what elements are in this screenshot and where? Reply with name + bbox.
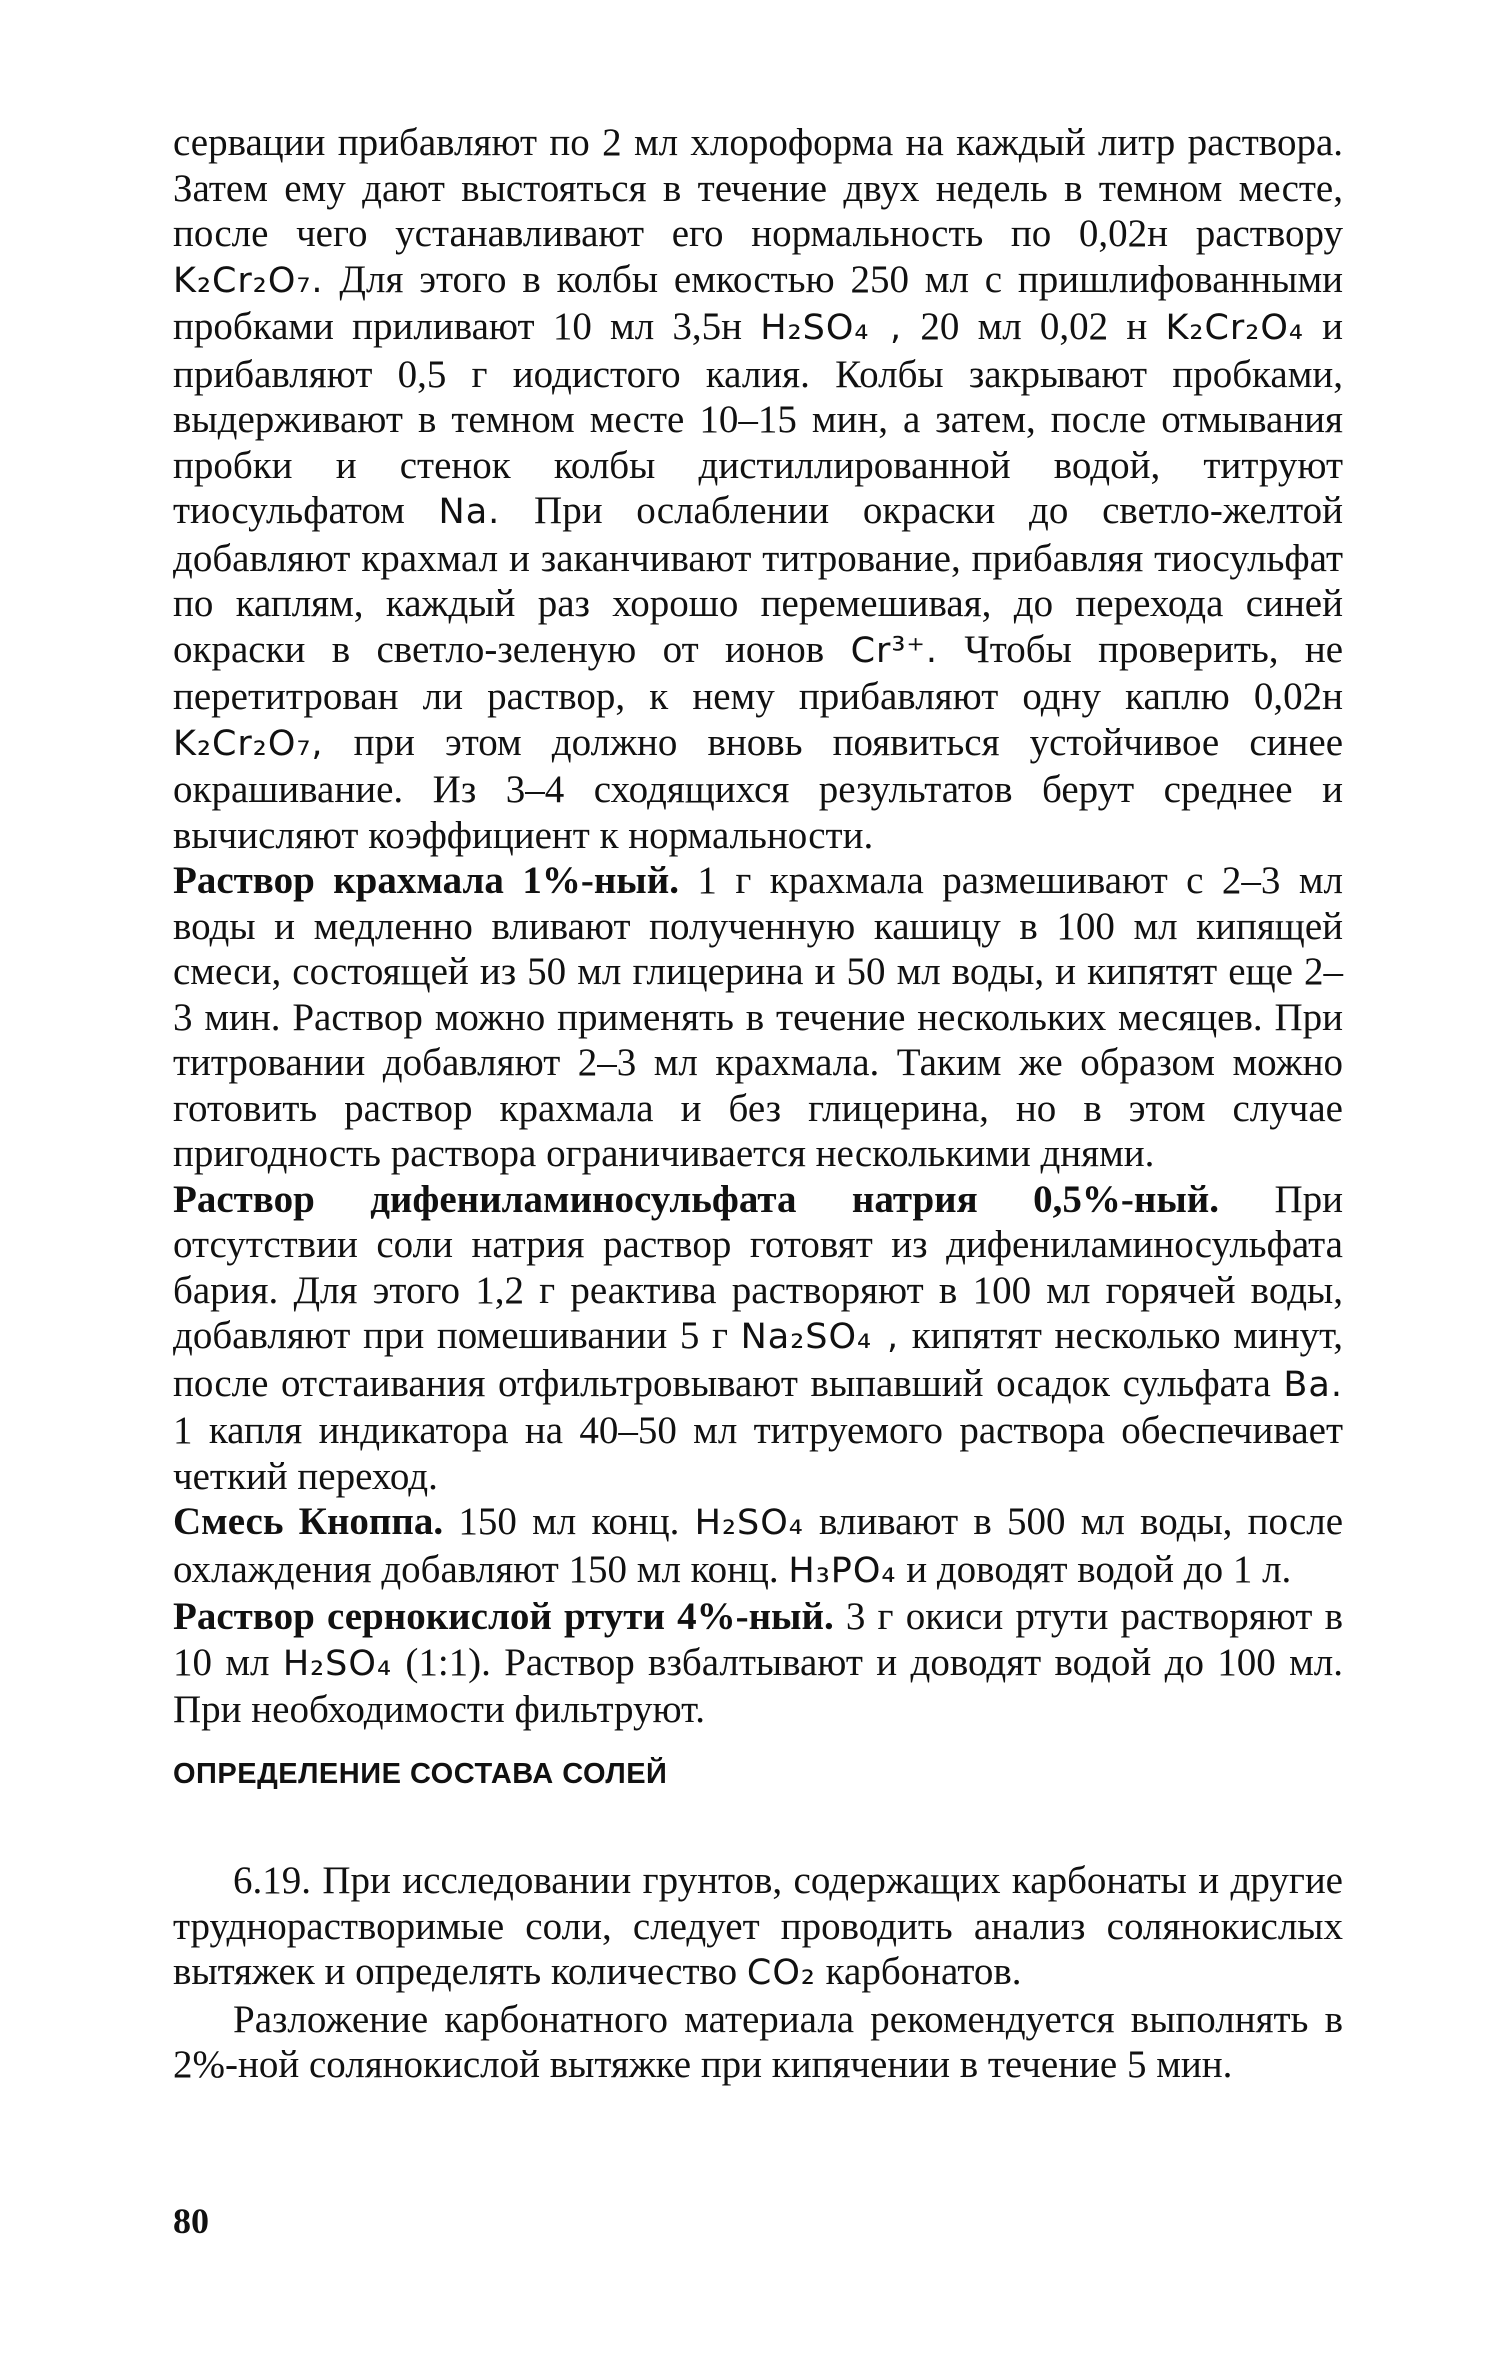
text: при этом должно вновь появиться устойчивое синее окрашивание. Из 3–4 сходящихся результатов берут среднее и вычисляют коэффициент к нормальности. [173,720,1344,857]
formula: Na₂SO₄ , [740,1317,900,1357]
clause-number: 6.19. [233,1859,311,1902]
text: 150 мл конц. [458,1500,680,1543]
paragraph-label: Раствор крахмала 1%-ный. [173,859,679,902]
text: При отсутствии соли натрия раствор готовят из дифениламиносульфата бария. Для этого 1,2 г реактива растворяют в 100 мл горячей воды, добавляют при помешивании 5 г [173,1177,1343,1357]
formula: K₂Cr₂O₄ [1165,308,1304,348]
paragraph-diphenylamine [173,1177,1343,1500]
formula: Cr³⁺. [850,630,939,671]
formula: K₂Cr₂O₇. [173,260,324,301]
text: сервации прибавляют по 2 мл хлороформа на каждый литр раствора. Затем ему дают выстояться в течение двух недель в темном месте, после чего устанавливают его нормальность по 0,02н раствору [173,121,1343,255]
document-body [173,120,1343,1733]
formula: H₂SO₄ , [760,308,903,348]
paragraph-decomposition: Разложение карбонатного материала рекомендуется выполнять в 2%-ной солянокислой вытяжке при кипячении в течение 5 мин. [173,1997,1343,2086]
formula: Na. [438,492,501,532]
formula: CO₂ [746,1953,816,1993]
formula: H₂SO₄ [282,1643,392,1684]
formula: H₃PO₄ [788,1550,897,1591]
text: 1 капля индикатора на 40–50 мл титруемого раствора обеспечивает четкий переход. [173,1409,1343,1498]
text: карбонатов. [825,1950,1022,1993]
text: При ослаблении окраски до светло-желтой добавляют крахмал и заканчивают титрование, прибавляя тиосульфат по каплям, каждый раз хорошо перемешивая, до перехода синей окраски в светло-зеленую от ионов [173,489,1344,671]
text: кипятят несколько минут, после отстаивания отфильтровывают выпавший осадок сульфата [173,1314,1343,1405]
section-body [173,1858,1343,2088]
text: 20 мл 0,02 н [920,305,1148,348]
paragraph-label: Раствор дифениламиносульфата натрия 0,5%-ный. [173,1177,1220,1221]
text: (1:1). Раствор взбалтывают и доводят водой до 100 мл. При необходимости фильтруют. [173,1640,1344,1731]
formula: H₂SO₄ [694,1503,804,1543]
text: Для этого в колбы емкостью 250 мл с пришлифованными пробками приливают 10 мл 3,5н [173,257,1343,348]
paragraph-starch [173,858,1343,1177]
paragraph-knopp [173,1499,1343,1594]
paragraph-6-19 [173,1858,1343,1997]
paragraph-mercury [173,1594,1343,1733]
formula: K₂Cr₂O₇, [173,723,324,764]
formula: Ba. [1283,1364,1343,1405]
text: 1 г крахмала размешивают с 2–3 мл воды и медленно вливают полученную кашицу в 100 мл кипящей смеси, состоящей из 50 мл глицерина и 50 мл воды, и кипятят еще 2–3 мин. Раствор можно применять в течение нескольких месяцев. При титровании добавляют 2–3 мл крахмала. Таким же образом можно готовить раствор крахмала и без глицерина, но в этом случае пригодность раствора ограничивается несколькими днями. [173,859,1343,1175]
text: При исследовании грунтов, содержащих карбонаты и другие труднорастворимые соли, следует проводить анализ солянокислых вытяжек и определять количество [173,1859,1343,1993]
text: и прибавляют 0,5 г иодистого калия. Колбы закрывают пробками, выдерживают в темном месте 10–15 мин, а затем, после отмывания пробки и стенок колбы дистиллированной водой, титруют тиосульфатом [173,305,1343,532]
paragraph-1 [173,120,1343,858]
text: Чтобы проверить, не перетитрован ли раствор, к нему прибавляют одну каплю 0,02н [173,627,1344,718]
text: и доводят водой до 1 л. [906,1547,1292,1591]
text: 3 г окиси ртути растворяют в 10 мл [173,1595,1343,1684]
paragraph-label: Раствор сернокислой ртути 4%-ный. [173,1595,834,1638]
section-heading: ОПРЕДЕЛЕНИЕ СОСТАВА СОЛЕЙ [173,1758,668,1790]
text: вливают в 500 мл воды, после охлаждения добавляют 150 мл конц. [173,1500,1344,1591]
paragraph-label: Смесь Кноппа. [173,1500,444,1543]
page-number: 80 [173,2201,209,2241]
